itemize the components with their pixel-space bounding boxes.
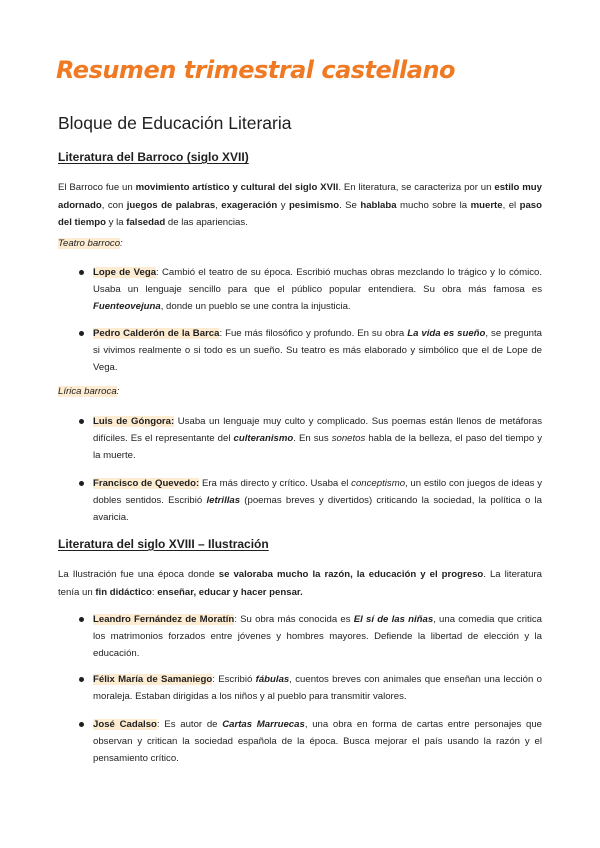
bullet-icon: [79, 617, 84, 622]
list-item-calderon: Pedro Calderón de la Barca: Fue más filosófico y profundo. En su obra La vida es sueño, se pregunta si vivimos realmente o si todo es un sueño. Su teatro es más elaborado y simbólico que el de Lope de Vega.: [79, 325, 542, 377]
page-title: Resumen trimestral castellano: [56, 56, 456, 84]
barroco-intro-paragraph: El Barroco fue un movimiento artístico y cultural del siglo XVII. En literatura, se caracteriza por un estilo muy adornado, con juegos de palabras, exageración y pesimismo. Se hablaba mucho sobre la muerte, el paso del tiempo y la falsedad de las apariencias.: [58, 182, 543, 228]
block-title: Bloque de Educación Literaria: [58, 113, 292, 133]
bullet-icon: [79, 331, 84, 336]
section-heading-barroco: Literatura del Barroco (siglo XVII): [58, 150, 249, 164]
ilustracion-intro-paragraph: La Ilustración fue una época donde se valoraba mucho la razón, la educación y el progreso. La literatura tenía un fin didáctico: enseñar, educar y hacer pensar.: [58, 569, 542, 598]
bullet-icon: [79, 722, 84, 727]
bullet-icon: [79, 270, 84, 275]
bullet-icon: [79, 419, 84, 424]
list-item-quevedo: Francisco de Quevedo: Era más directo y crítico. Usaba el conceptismo, un estilo con juegos de ideas y dobles sentidos. Escribió letrillas (poemas breves y divertidos) criticando la sociedad, la política o la avaricia.: [79, 475, 542, 527]
subheading-teatro-barroco: Teatro barroco:: [58, 238, 123, 249]
subheading-lirica-barroca: Lírica barroca:: [58, 386, 120, 397]
list-item-moratin: Leandro Fernández de Moratín: Su obra más conocida es El sí de las niñas, una comedia que critica los matrimonios forzados entre jóvenes y hombres mayores. Defiende la libertad de elección y la educación.: [79, 611, 542, 663]
section-heading-ilustracion: Literatura del siglo XVIII – Ilustración: [58, 537, 269, 551]
bullet-icon: [79, 481, 84, 486]
list-item-samaniego: Félix María de Samaniego: Escribió fábulas, cuentos breves con animales que enseñan una lección o moraleja. Estaban dirigidas a los niños y al pueblo para transmitir valores.: [79, 671, 542, 705]
list-item-lope-de-vega: Lope de Vega: Cambió el teatro de su época. Escribió muchas obras mezclando lo trágico y lo cómico. Usaba un lenguaje sencillo para que el público popular entendiera. Su obra más famosa es Fuenteovejuna, donde un pueblo se une contra la injusticia.: [79, 264, 542, 316]
list-item-gongora: Luis de Góngora: Usaba un lenguaje muy culto y complicado. Sus poemas están llenos de metáforas difíciles. Es el representante del culteranismo. En sus sonetos habla de la belleza, el paso del tiempo y la muerte.: [79, 413, 542, 465]
list-item-cadalso: José Cadalso: Es autor de Cartas Marruecas, una obra en forma de cartas entre personajes que observan y critican la sociedad española de la época. Busca mejorar el país usando la razón y el pensamiento crítico.: [79, 716, 542, 768]
bullet-icon: [79, 677, 84, 682]
